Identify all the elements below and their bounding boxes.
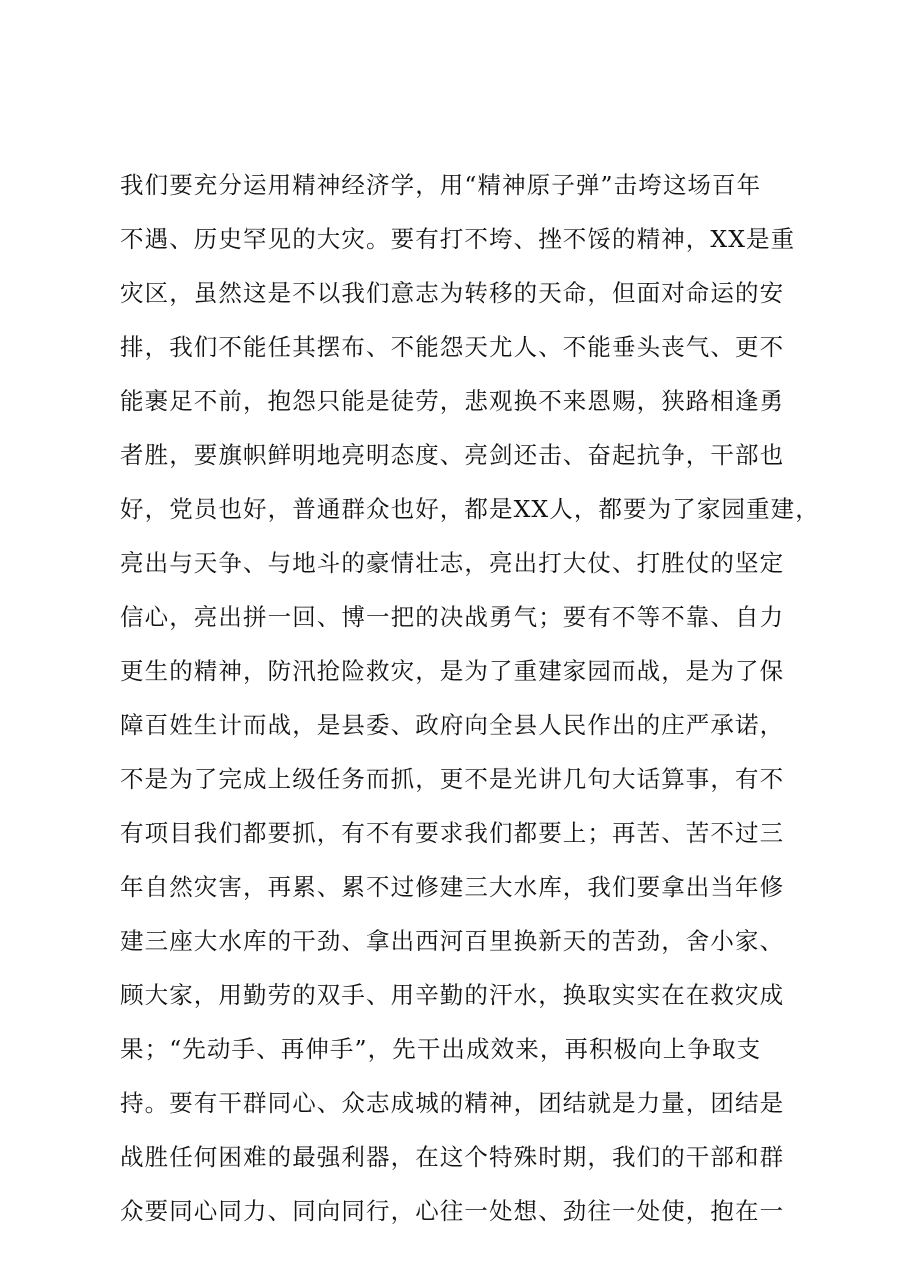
text-line-18: 持。要有干群同心、众志成城的精神，团结就是力量，团结是 <box>120 1089 785 1117</box>
text-line-2: 不遇、历史罕见的大灾。要有打不垮、挫不馁的精神，XX是重 <box>120 225 796 253</box>
text-line-19: 战胜任何困难的最强利器，在这个特殊时期，我们的干部和群 <box>120 1143 785 1171</box>
text-line-15: 建三座大水库的干劲、拿出西河百里换新天的苦劲，舍小家、 <box>120 927 785 955</box>
text-line-11: 障百姓生计而战，是县委、政府向全县人民作出的庄严承诺， <box>120 711 785 739</box>
text-line-20: 众要同心同力、同向同行，心往一处想、劲往一处使，抱在一 <box>120 1197 785 1225</box>
body-paragraph <box>120 158 820 1238</box>
text-line-7: 好，党员也好，普通群众也好，都是XX人，都要为了家园重建， <box>120 495 820 523</box>
text-line-16: 顾大家，用勤劳的双手、用辛勤的汗水，换取实实在在救灾成 <box>120 981 785 1009</box>
text-line-13: 有项目我们都要抓，有不有要求我们都要上；再苦、苦不过三 <box>120 819 785 847</box>
text-line-14: 年自然灾害，再累、累不过修建三大水库，我们要拿出当年修 <box>120 873 785 901</box>
text-line-10: 更生的精神，防汛抢险救灾，是为了重建家园而战，是为了保 <box>120 657 785 685</box>
text-line-9: 信心，亮出拼一回、博一把的决战勇气；要有不等不靠、自力 <box>120 603 785 631</box>
text-line-6: 者胜，要旗帜鲜明地亮明态度、亮剑还击、奋起抗争，干部也 <box>120 441 785 469</box>
text-line-4: 排，我们不能任其摆布、不能怨天尤人、不能垂头丧气、更不 <box>120 333 785 361</box>
text-line-8: 亮出与天争、与地斗的豪情壮志，亮出打大仗、打胜仗的坚定 <box>120 549 785 577</box>
text-line-5: 能裹足不前，抱怨只能是徒劳，悲观换不来恩赐，狭路相逢勇 <box>120 387 785 415</box>
text-line-3: 灾区，虽然这是不以我们意志为转移的天命，但面对命运的安 <box>120 279 785 307</box>
text-line-12: 不是为了完成上级任务而抓，更不是光讲几句大话算事，有不 <box>120 765 785 793</box>
text-line-17: 果；“先动手、再伸手”，先干出成效来，再积极向上争取支 <box>120 1035 762 1063</box>
text-line-1: 我们要充分运用精神经济学，用“精神原子弹”击垮这场百年 <box>120 171 762 199</box>
